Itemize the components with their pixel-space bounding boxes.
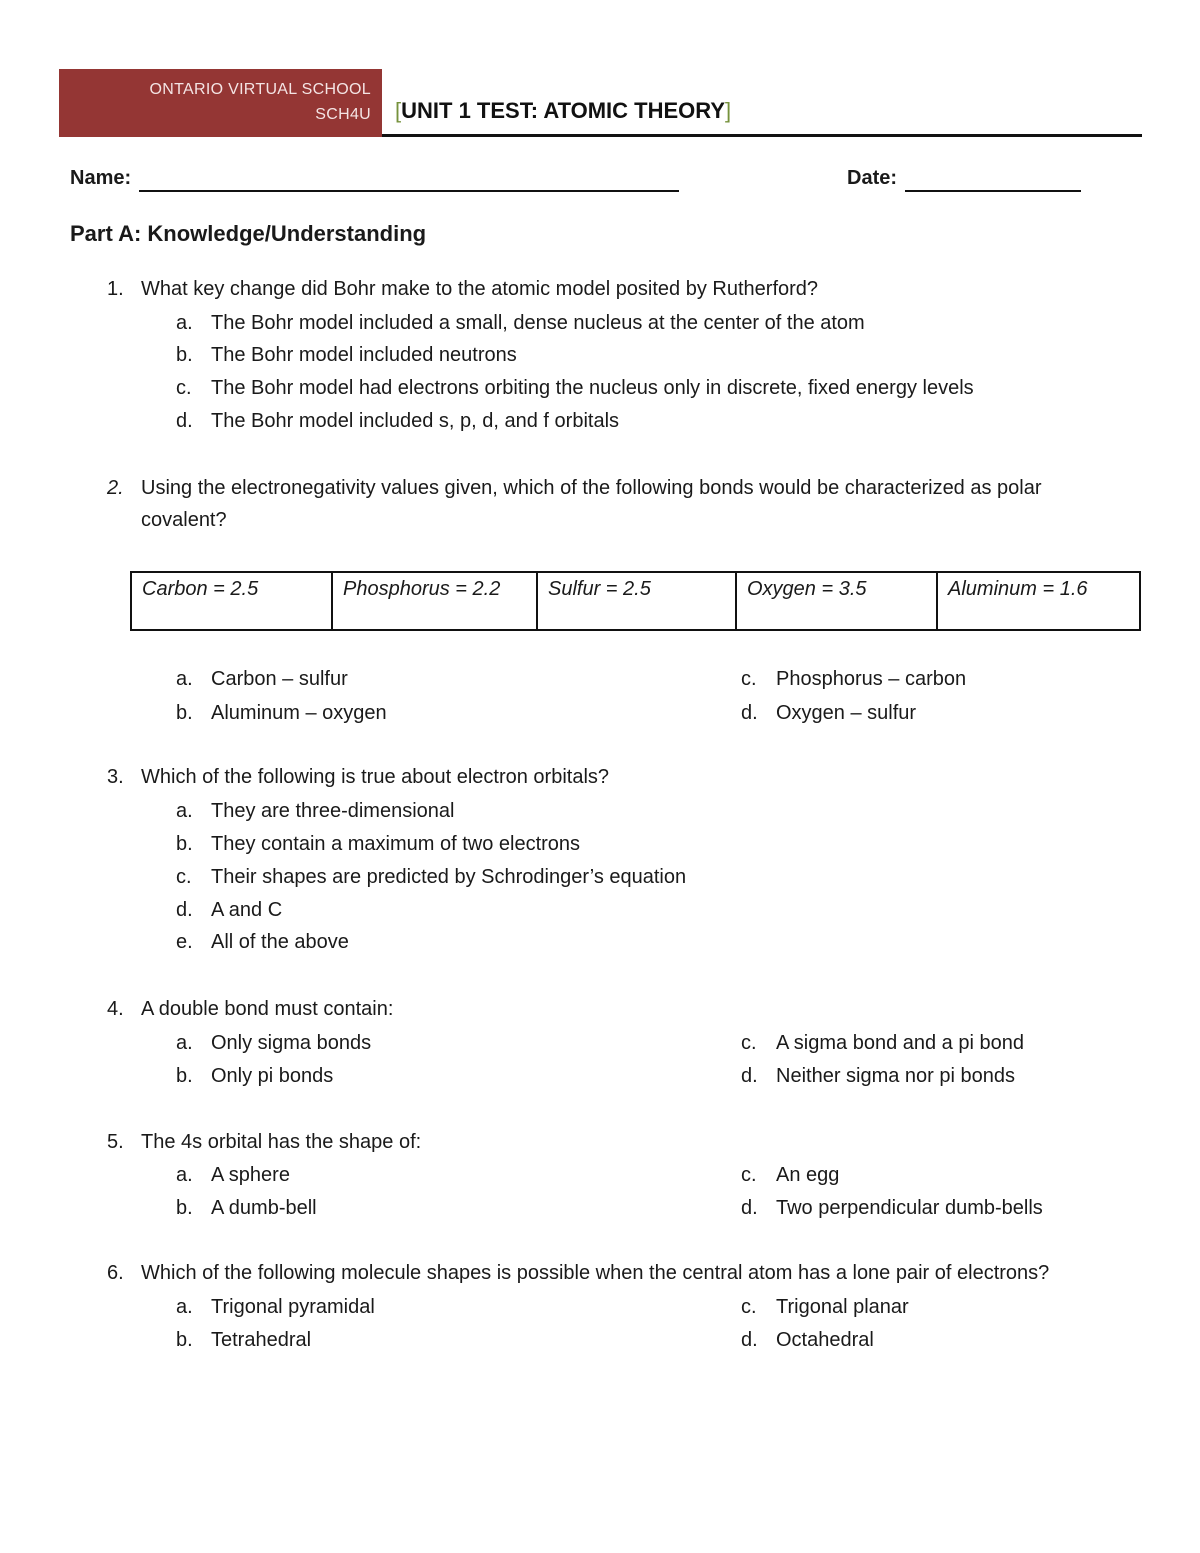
question-text: Which of the following is true about electron orbitals?	[141, 766, 610, 788]
option-letter: b.	[176, 702, 193, 724]
question-number: 6.	[107, 1262, 124, 1284]
question-number: 3.	[107, 766, 124, 788]
option-text[interactable]: The Bohr model had electrons orbiting the nucleus only in discrete, fixed energy levels	[211, 377, 974, 399]
option-letter: c.	[741, 1032, 757, 1054]
option-text[interactable]: Trigonal pyramidal	[211, 1296, 375, 1318]
question-number: 5.	[107, 1131, 124, 1153]
option-letter: a.	[176, 1164, 193, 1186]
title-text: UNIT 1 TEST: ATOMIC THEORY	[401, 98, 726, 123]
question-text-continued: covalent?	[141, 509, 227, 531]
question-number: 1.	[107, 278, 124, 300]
option-letter: d.	[741, 1329, 758, 1351]
course-code: SCH4U	[315, 106, 371, 123]
question-text: What key change did Bohr make to the atomic model posited by Rutherford?	[141, 278, 819, 300]
option-text[interactable]: Neither sigma nor pi bonds	[776, 1065, 1016, 1087]
option-text[interactable]: The Bohr model included s, p, d, and f orbitals	[211, 410, 620, 432]
option-text[interactable]: Octahedral	[776, 1329, 874, 1351]
name-label: Name:	[70, 167, 132, 189]
option-text[interactable]: A and C	[211, 899, 283, 921]
option-text[interactable]: They are three-dimensional	[211, 800, 455, 822]
title-bracket-open: [	[395, 98, 402, 123]
option-letter: b.	[176, 833, 193, 855]
option-text[interactable]: Only pi bonds	[211, 1065, 334, 1087]
option-letter: c.	[176, 377, 192, 399]
option-text[interactable]: Their shapes are predicted by Schrodinger’s equation	[211, 866, 687, 888]
question-number: 2.	[107, 477, 124, 499]
option-letter: c.	[741, 1164, 757, 1186]
option-letter: d.	[176, 410, 193, 432]
option-text[interactable]: All of the above	[211, 931, 349, 953]
option-letter: b.	[176, 1197, 193, 1219]
option-text[interactable]: Trigonal planar	[776, 1296, 909, 1318]
option-text[interactable]: They contain a maximum of two electrons	[211, 833, 581, 855]
date-label: Date:	[847, 167, 898, 189]
option-text[interactable]: An egg	[776, 1164, 840, 1186]
option-text[interactable]: A dumb-bell	[211, 1197, 317, 1219]
electronegativity-table	[130, 571, 1141, 631]
option-text[interactable]: A sphere	[211, 1164, 290, 1186]
option-text[interactable]: Carbon – sulfur	[211, 668, 348, 690]
option-letter: d.	[176, 899, 193, 921]
school-name: ONTARIO VIRTUAL SCHOOL	[149, 81, 371, 98]
option-text[interactable]: The Bohr model included neutrons	[211, 344, 517, 366]
option-text[interactable]: Aluminum – oxygen	[211, 702, 387, 724]
option-letter: c.	[741, 668, 757, 690]
test-title	[395, 98, 731, 124]
option-text[interactable]: Tetrahedral	[211, 1329, 312, 1351]
question-number: 4.	[107, 998, 124, 1020]
question-text: The 4s orbital has the shape of:	[141, 1131, 422, 1153]
table-cell: Sulfur = 2.5	[548, 578, 651, 600]
option-text[interactable]: A sigma bond and a pi bond	[776, 1032, 1024, 1054]
option-letter: d.	[741, 702, 758, 724]
option-letter: a.	[176, 800, 193, 822]
option-letter: c.	[741, 1296, 757, 1318]
question-text: Which of the following molecule shapes is possible when the central atom has a lone pair of electrons?	[141, 1262, 1050, 1284]
part-heading: Part A: Knowledge/Understanding	[70, 221, 427, 246]
name-field-line[interactable]	[139, 190, 679, 192]
option-letter: e.	[176, 931, 193, 953]
option-letter: d.	[741, 1197, 758, 1219]
table-cell: Phosphorus = 2.2	[343, 578, 501, 600]
option-text[interactable]: Only sigma bonds	[211, 1032, 372, 1054]
option-letter: b.	[176, 1329, 193, 1351]
table-cell: Carbon = 2.5	[142, 578, 259, 600]
table-cell: Aluminum = 1.6	[948, 578, 1088, 600]
date-field-line[interactable]	[905, 190, 1081, 192]
option-text[interactable]: The Bohr model included a small, dense nucleus at the center of the atom	[211, 312, 865, 334]
option-letter: c.	[176, 866, 192, 888]
title-bracket-close: ]	[725, 98, 732, 123]
option-text[interactable]: Oxygen – sulfur	[776, 702, 917, 724]
option-letter: b.	[176, 1065, 193, 1087]
question-text: Using the electronegativity values given, which of the following bonds would be characterized as polar	[141, 477, 1042, 499]
header-rule	[382, 134, 1142, 137]
option-letter: a.	[176, 1296, 193, 1318]
option-text[interactable]: Two perpendicular dumb-bells	[776, 1197, 1043, 1219]
option-letter: d.	[741, 1065, 758, 1087]
option-letter: a.	[176, 668, 193, 690]
option-letter: b.	[176, 344, 193, 366]
option-letter: a.	[176, 1032, 193, 1054]
option-letter: a.	[176, 312, 193, 334]
school-banner	[59, 69, 382, 137]
table-cell: Oxygen = 3.5	[747, 578, 867, 600]
question-text: A double bond must contain:	[141, 998, 394, 1020]
option-text[interactable]: Phosphorus – carbon	[776, 668, 967, 690]
